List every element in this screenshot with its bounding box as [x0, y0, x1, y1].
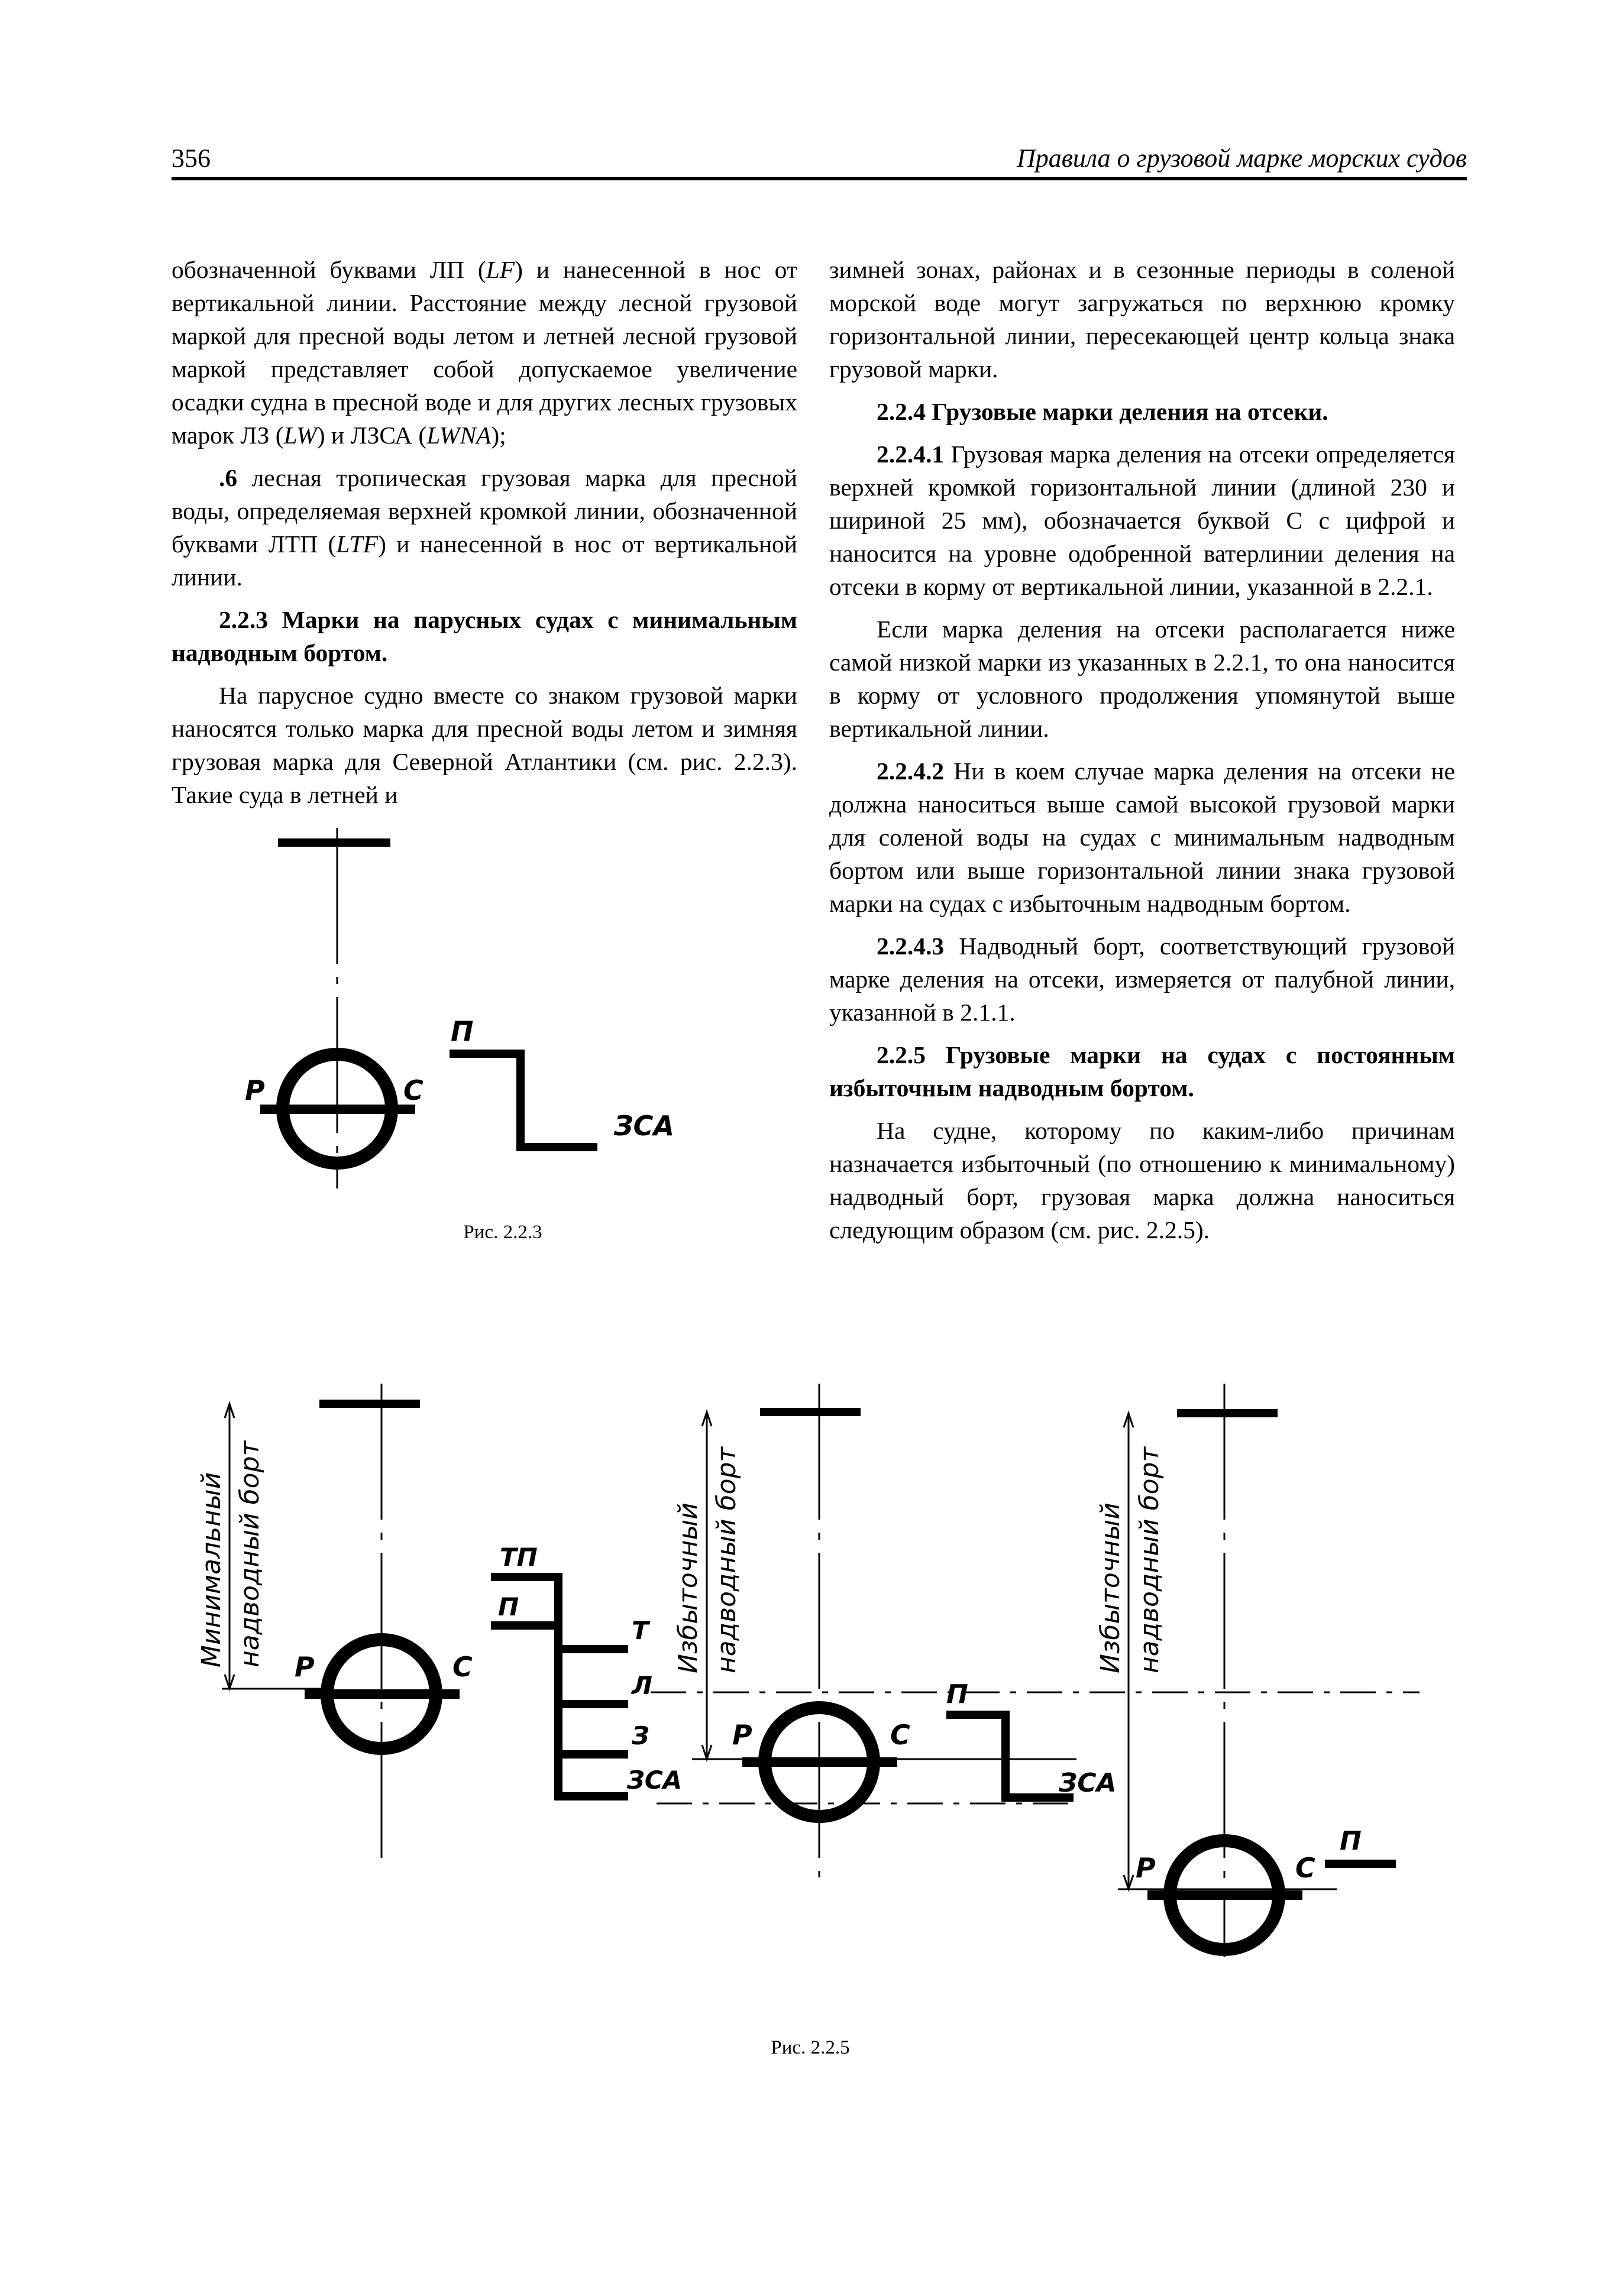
right-column [829, 253, 1455, 1256]
fig223-label-p: П [451, 1015, 474, 1047]
fig225-dim-exc-2-b: надводный борт [712, 1446, 742, 1673]
fig223-label-r: Р [245, 1074, 265, 1106]
fig225-dim-min-1: Минимальный [196, 1472, 227, 1667]
paragraph-2-2-4-3: 2.2.4.3 Надводный борт, соответствующий грузовой марке деления на отсеки, измеряется от палубной линии, указанной в 2.1.1. [829, 932, 1455, 1026]
running-title: Правила о грузовой марке морских судов [1016, 144, 1467, 173]
paragraph-2-2-4-1: 2.2.4.1 Грузовая марка деления на отсеки определяется верхней кромкой горизонтальной линии (длиной 230 и шириной 25 мм), обозначается буквой С с цифрой и наносится на уровне одобренной ватерлинии деления на отсеки в корму от вертикальной линии, указанной в 2.2.1. [829, 441, 1455, 600]
header-rule [172, 177, 1467, 180]
paragraph-below-lowest: Если марка деления на отсеки располагается ниже самой низкой марки из указанных в 2.2.1, то она наносится в корму от условного продолжения упомянутой выше вертикальной линии. [829, 616, 1455, 742]
fig223-label-s: С [403, 1074, 423, 1106]
figure-2-2-5 [177, 1378, 1467, 1969]
fig225-c-label-p: П [1340, 1826, 1362, 1856]
fig225-dim-exc-1-b: Избыточный [673, 1502, 703, 1673]
fig225-label-l: Л [632, 1671, 652, 1700]
fig225-c-label-s: С [1295, 1852, 1315, 1884]
fig225-label-tp: ТП [500, 1543, 538, 1572]
fig225-dim-min-2: надводный борт [235, 1440, 265, 1667]
fig225-dim-exc-2-c: надводный борт [1134, 1446, 1165, 1673]
fig225-label-t: Т [632, 1616, 649, 1645]
fig225-label-zsa: ЗСА [627, 1766, 683, 1795]
figure-2-2-5-caption: Рис. 2.2.5 [771, 2037, 850, 2058]
fig225-b-label-p: П [946, 1679, 968, 1709]
left-column [172, 253, 797, 821]
fig225-label-z: З [632, 1721, 649, 1750]
fig223-label-zsa: ЗСА [614, 1110, 675, 1142]
paragraph-lf: обозначенной буквами ЛП (LF) и нанесенной в нос от вертикальной линии. Расстояние между лесной грузовой маркой для пресной воды летом и летней лесной грузовой маркой представляет собой допускаемое увеличение осадки судна в пресной воде и для других лесных грузовых марок ЛЗ (LW) и ЛЗСА (LWNA); [172, 256, 797, 449]
fig225-b-label-zsa: ЗСА [1059, 1768, 1117, 1798]
fig225-dim-exc-1-c: Избыточный [1095, 1502, 1126, 1673]
heading-2-2-5: 2.2.5 Грузовые марки на судах с постоянным избыточным надводным бортом. [829, 1041, 1455, 1102]
paragraph-ltf: .6 лесная тропическая грузовая марка для пресной воды, определяемая верхней кромкой линии, обозначенной буквами ЛТП (LTF) и нанесенной в нос от вертикальной линии. [172, 464, 797, 591]
fig225-label-p: П [498, 1592, 519, 1621]
fig225-a-label-r: Р [295, 1651, 315, 1683]
page-header [172, 145, 1467, 180]
fig225-b-label-s: С [890, 1719, 910, 1751]
heading-2-2-4: 2.2.4 Грузовые марки деления на отсеки. [877, 398, 1328, 425]
paragraph-winter-zones: зимней зонах, районах и в сезонные периоды в соленой морской воде могут загружаться по верхнюю кромку горизонтальной линии, пересекающей центр кольца знака грузовой марки. [829, 256, 1455, 383]
fig225-b-label-r: Р [732, 1719, 752, 1751]
paragraph-2-2-5: На судне, которому по каким-либо причинам назначается избыточный (по отношению к минимальному) надводный борт, грузовая марка должна наноситься следующим образом (см. рис. 2.2.5). [829, 1117, 1455, 1243]
page-number: 356 [172, 144, 211, 173]
fig225-a-label-s: С [452, 1651, 473, 1683]
paragraph-2-2-4-2: 2.2.4.2 Ни в коем случае марка деления на отсеки не должна наноситься выше самой высокой грузовой марки для соленой воды на судах с минимальным надводным бортом или выше горизонтальной линии знака грузовой марки на судах с избыточным надводным бортом. [829, 757, 1455, 917]
heading-2-2-3: 2.2.3 Марки на парусных судах с минимальным надводным бортом. [172, 606, 797, 666]
figure-2-2-3-caption: Рис. 2.2.3 [463, 1222, 542, 1243]
figure-2-2-3 [237, 822, 710, 1200]
fig225-c-label-r: Р [1136, 1852, 1156, 1884]
paragraph-sailing-ships: На парусное судно вместе со знаком грузовой марки наносятся только марка для пресной воды летом и зимняя грузовая марка для Северной Атлантики (см. рис. 2.2.3). Такие суда в летней и [172, 682, 797, 808]
